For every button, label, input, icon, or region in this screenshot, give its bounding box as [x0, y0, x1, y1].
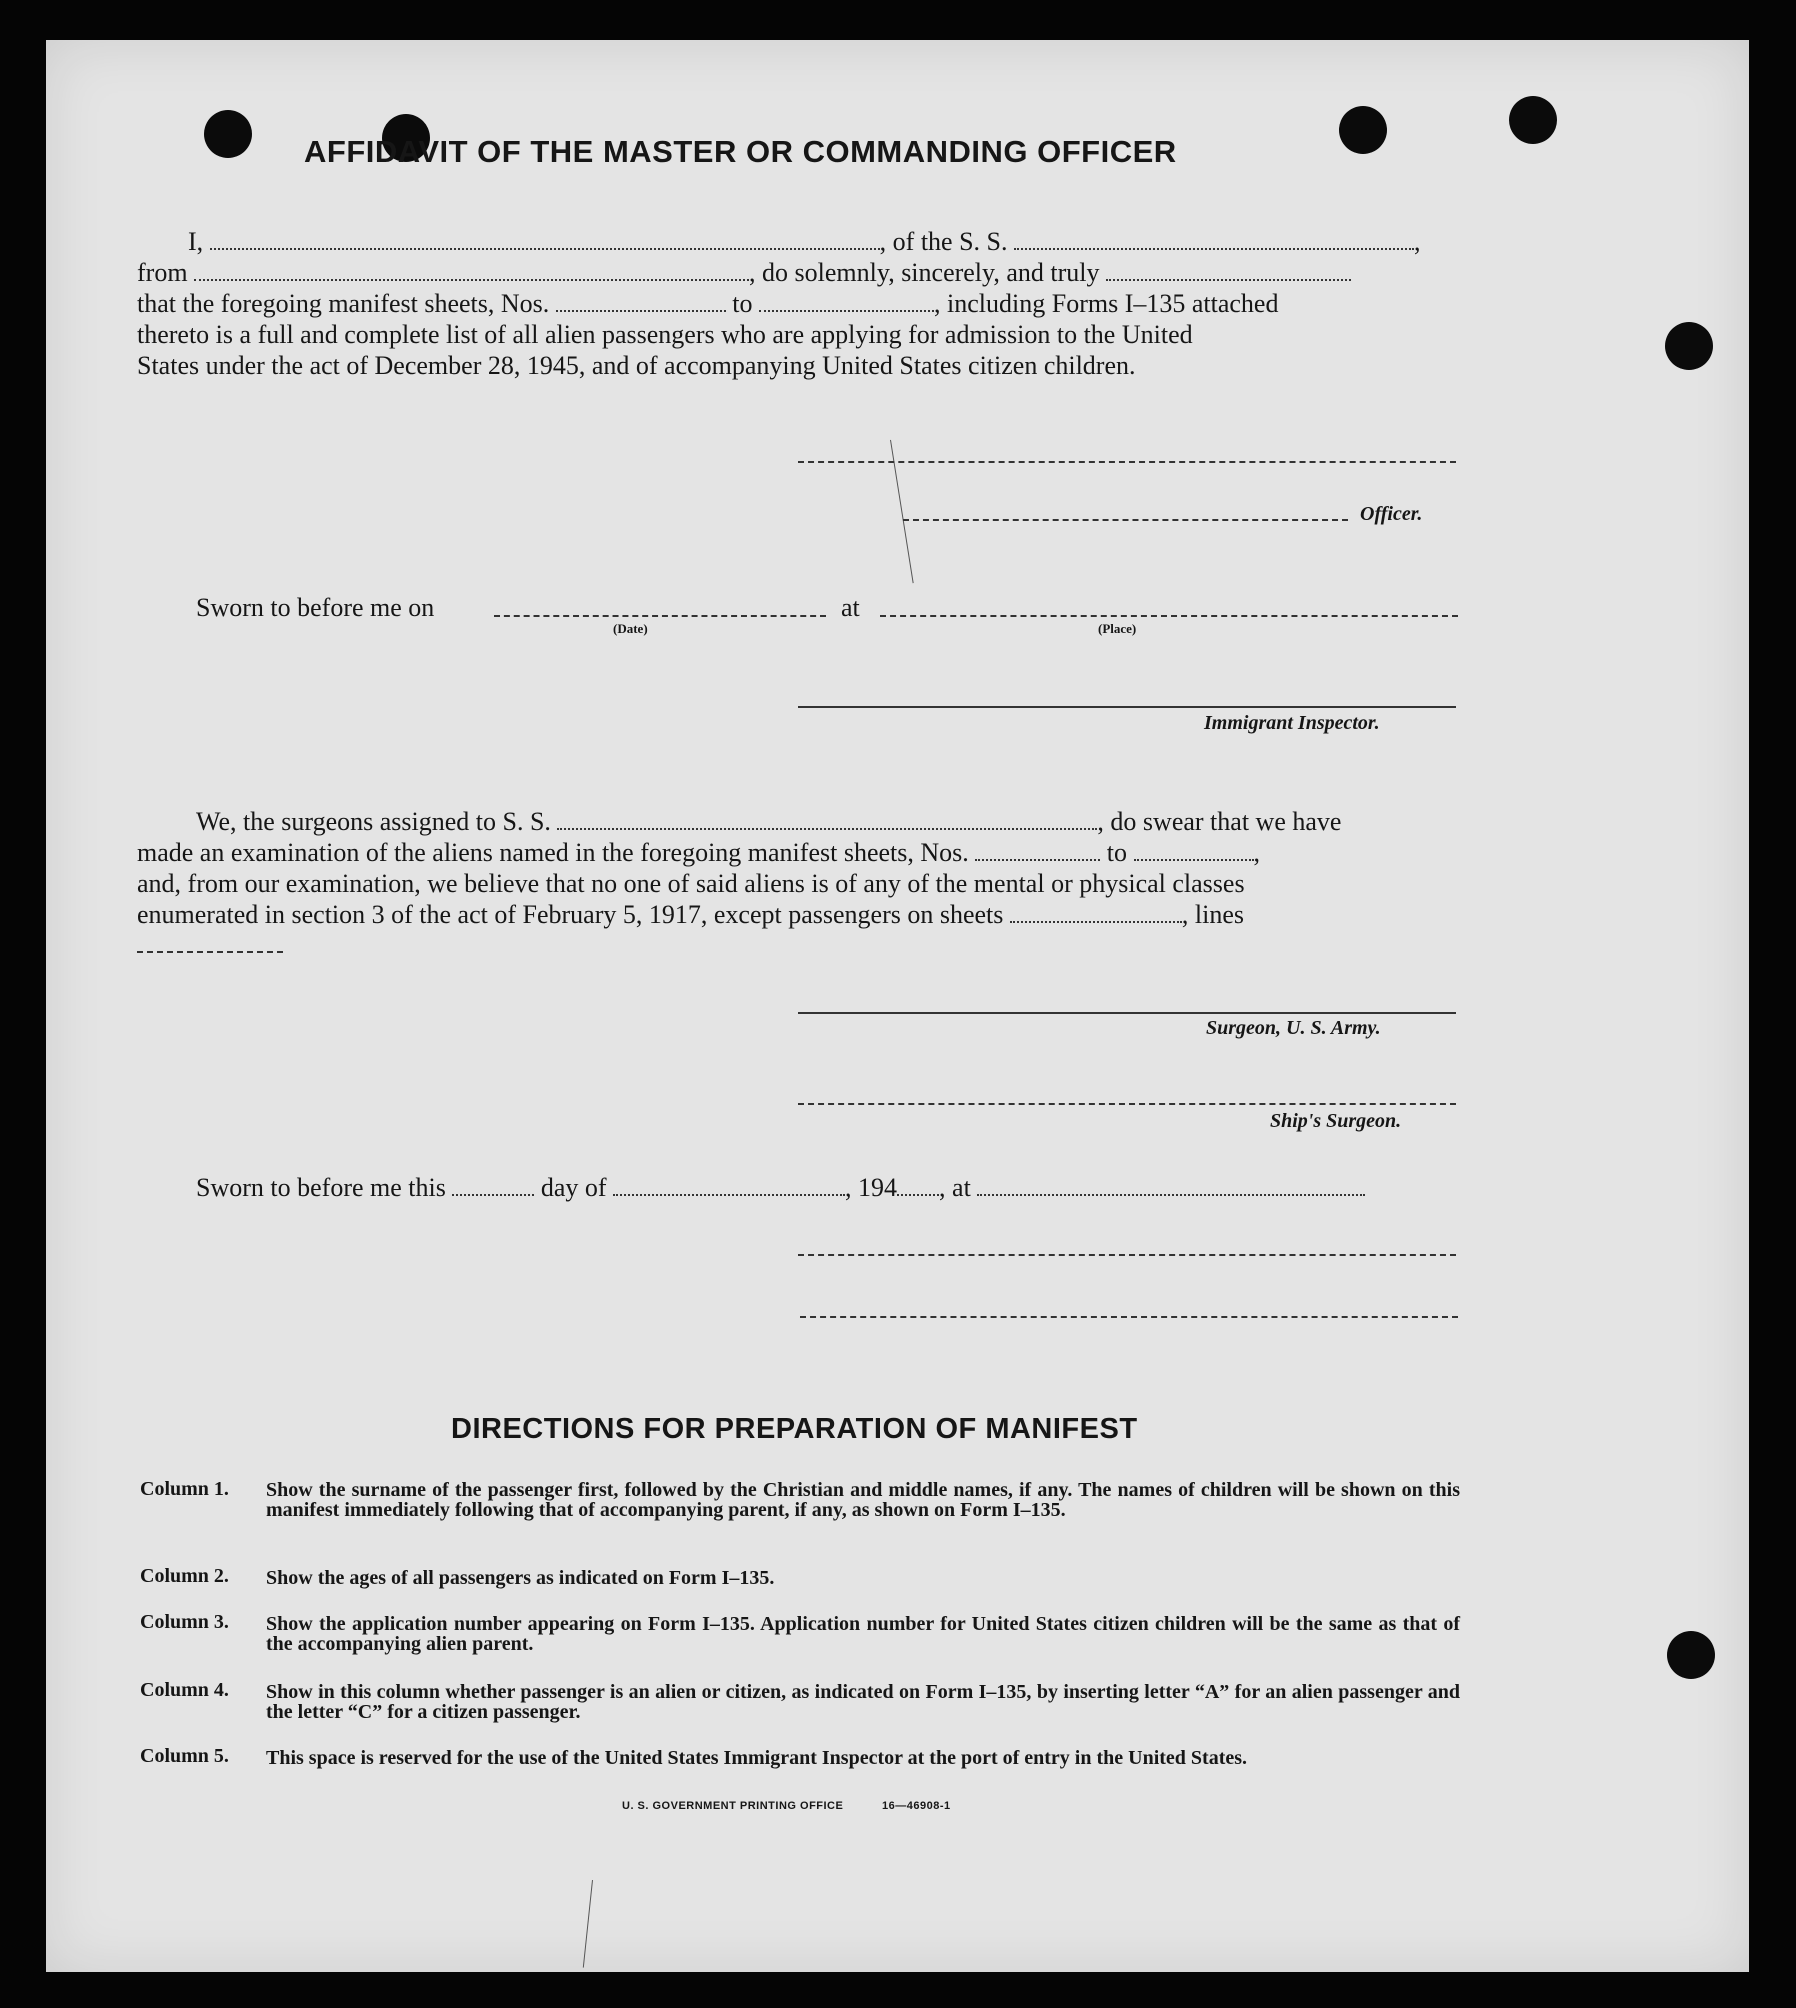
date-line[interactable] — [494, 615, 826, 617]
column-label: Column 2. — [140, 1565, 229, 1587]
sworn-before-me-this: Sworn to before me this day of , 194 , at — [196, 1172, 1365, 1203]
except-sheets-blank[interactable] — [1010, 903, 1182, 923]
master-name-blank[interactable] — [210, 230, 880, 250]
date-label: (Date) — [613, 621, 648, 636]
column-instruction: This space is reserved for the use of the United States Immigrant Inspector at the port of entry in the United States. — [266, 1747, 1248, 1769]
exam-sheets-to-blank[interactable] — [1134, 841, 1254, 861]
surgeons-line-2: made an examination of the aliens named in the foregoing manifest sheets, Nos. to , — [137, 838, 1260, 867]
signature-line[interactable] — [800, 1316, 1458, 1318]
column-instruction: Show the ages of all passengers as indicated on Form I–135. — [266, 1567, 775, 1589]
signature-line[interactable] — [798, 706, 1456, 708]
affidavit-line-4: thereto is a full and complete list of all alien passengers who are applying for admission to the United — [137, 320, 1193, 349]
ship-surgeon-label: Ship's Surgeon. — [1270, 1110, 1402, 1132]
surgeons-line-3: and, from our examination, we believe that no one of said aliens is of any of the mental or physical classes — [137, 869, 1245, 898]
swear-blank[interactable] — [1106, 261, 1351, 281]
surgeons-line-1: We, the surgeons assigned to S. S. , do swear that we have — [196, 807, 1342, 836]
officer-title-line[interactable] — [903, 519, 1348, 521]
affidavit-line-3: that the foregoing manifest sheets, Nos. to , including Forms I–135 attached — [137, 289, 1279, 318]
column-label: Column 4. — [140, 1679, 229, 1701]
affidavit-line-2: from , do solemnly, sincerely, and truly — [137, 257, 1351, 288]
directions-title: DIRECTIONS FOR PREPARATION OF MANIFEST — [451, 1413, 1138, 1445]
punch-hole — [1509, 96, 1557, 144]
inspector-label: Immigrant Inspector. — [1204, 712, 1380, 734]
affidavit-line-5: States under the act of December 28, 1945, and of accompanying United States citizen children. — [137, 351, 1136, 380]
ship-name-blank[interactable] — [1014, 230, 1414, 250]
punch-hole — [1667, 1631, 1715, 1679]
signature-line[interactable] — [798, 1012, 1456, 1014]
punch-hole — [1339, 106, 1387, 154]
punch-hole — [1665, 322, 1713, 370]
column-instruction: Show the application number appearing on Form I–135. Application number for United States citizen children will be the same as that of the accompanying alien parent. — [266, 1613, 1460, 1655]
column-instruction: Show the surname of the passenger first, followed by the Christian and middle names, if any. The names of children will be shown on this manifest immediately following that of accompanying parent, if any, as shown on Form I–135. — [266, 1479, 1460, 1521]
sheets-from-blank[interactable] — [556, 292, 726, 312]
signature-line[interactable] — [798, 461, 1456, 463]
column-label: Column 5. — [140, 1745, 229, 1767]
place-label: (Place) — [1098, 621, 1137, 636]
officer-label: Officer. — [1360, 503, 1423, 525]
exam-sheets-from-blank[interactable] — [975, 841, 1100, 861]
place-line[interactable] — [880, 615, 1458, 617]
signature-line[interactable] — [798, 1254, 1456, 1256]
army-surgeon-label: Surgeon, U. S. Army. — [1206, 1017, 1381, 1039]
lines-blank[interactable] — [137, 951, 283, 953]
surgeons-line-4: enumerated in section 3 of the act of February 5, 1917, except passengers on sheets , lines — [137, 900, 1245, 929]
column-label: Column 1. — [140, 1478, 229, 1500]
form-code: 16—46908-1 — [882, 1800, 951, 1812]
signature-line[interactable] — [798, 1103, 1456, 1105]
sworn-place-blank[interactable] — [977, 1176, 1365, 1196]
printer-imprint: U. S. GOVERNMENT PRINTING OFFICE — [622, 1800, 844, 1812]
affidavit-title: AFFIDAVIT OF THE MASTER OR COMMANDING OFFICER — [304, 134, 1177, 169]
month-blank[interactable] — [613, 1176, 845, 1196]
affidavit-line-1: I, , of the S. S. , — [188, 227, 1421, 256]
column-instruction: Show in this column whether passenger is an alien or citizen, as indicated on Form I–135, by inserting letter “A” for an alien passenger and the letter “C” for a citizen passenger. — [266, 1681, 1460, 1723]
sheets-to-blank[interactable] — [759, 292, 934, 312]
sworn-before-me-on: Sworn to before me on — [196, 593, 435, 622]
surgeon-ship-blank[interactable] — [557, 810, 1097, 830]
port-from-blank[interactable] — [194, 261, 749, 281]
year-blank[interactable] — [897, 1176, 939, 1196]
punch-hole — [204, 110, 252, 158]
column-label: Column 3. — [140, 1611, 229, 1633]
day-blank[interactable] — [452, 1176, 534, 1196]
sworn-at: at — [841, 593, 860, 622]
